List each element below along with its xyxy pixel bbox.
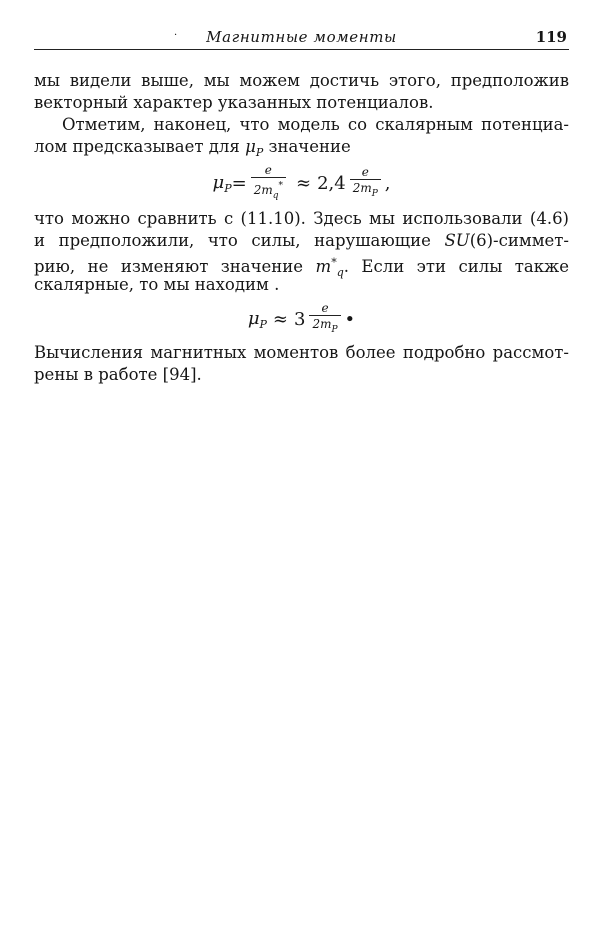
coefficient: 3 (294, 308, 306, 330)
fraction-denominator (251, 177, 286, 204)
text-line: Вычисления магнитных моментов более подробно рассмот- (34, 343, 569, 362)
text-line (34, 274, 569, 296)
mu-subscript: P (255, 146, 264, 159)
fraction-denominator (309, 315, 340, 338)
equation-1 (34, 158, 569, 208)
den-subscript: q (272, 190, 279, 201)
fraction-denominator (350, 179, 381, 202)
text-span: рию, не изменяют значение (34, 257, 304, 276)
group-symbol: SU (444, 231, 470, 250)
mass-subscript: q (336, 266, 344, 279)
equation-2 (34, 296, 569, 342)
mu-letter: μ (245, 137, 256, 156)
page-number: 119 (535, 28, 567, 46)
mass-superscript: * (331, 256, 337, 269)
text-line: Отметим, наконец, что модель со скалярным потенциа- (62, 115, 569, 134)
fraction-numerator: e (361, 164, 369, 179)
text-span: и предположили, что силы, нарушающие (34, 231, 431, 250)
fraction (309, 301, 340, 338)
mu-symbol (245, 137, 264, 159)
den-superscript: * (278, 180, 283, 191)
approx-sign: ≈ (272, 308, 289, 330)
text-span: значение (268, 137, 351, 156)
fraction-numerator: e (321, 300, 329, 315)
page-body (34, 70, 569, 386)
text-span: (6)-симмет- (469, 231, 570, 250)
den-subscript: P (371, 188, 378, 199)
stray-mark: . (274, 275, 280, 294)
fraction-numerator: e (264, 162, 272, 177)
den-text: 2m (253, 182, 273, 197)
text-line: векторный характер указанных потенциалов. (34, 93, 434, 112)
text-span: скалярные, то мы находим (34, 275, 269, 294)
mu-subscript: P (224, 181, 232, 195)
den-text: 2m (312, 316, 332, 331)
approx-sign: ≈ (295, 172, 312, 194)
punctuation: , (384, 172, 391, 194)
text-line: что можно сравнить с (11.10). Здесь мы использовали (4.6) (34, 209, 569, 228)
formula-mu (212, 172, 231, 195)
fraction (251, 163, 286, 204)
running-header (34, 28, 569, 50)
text-line: рены в работе [94]. (34, 365, 202, 384)
mu-letter: μ (247, 307, 260, 329)
formula-mu (248, 308, 267, 331)
text-line (34, 136, 569, 158)
chapter-title: Магнитные моменты (206, 28, 397, 46)
text-line: мы видели выше, мы можем достичь этого, предположив (34, 71, 569, 90)
mu-subscript: P (259, 317, 267, 331)
den-subscript: P (331, 324, 338, 335)
den-text: 2m (352, 180, 372, 195)
header-rule (34, 49, 569, 50)
header-mark: · (174, 30, 178, 41)
text-span: лом предсказывает для (34, 137, 240, 156)
fraction (350, 165, 381, 202)
text-line (34, 230, 569, 252)
punctuation: • (344, 308, 356, 330)
text-span: . Если эти силы также (343, 257, 569, 276)
coefficient: 2,4 (317, 172, 346, 194)
text-line (34, 252, 569, 279)
mu-letter: μ (212, 171, 225, 193)
equals-sign: = (231, 172, 247, 194)
mass-letter: m (315, 257, 332, 276)
